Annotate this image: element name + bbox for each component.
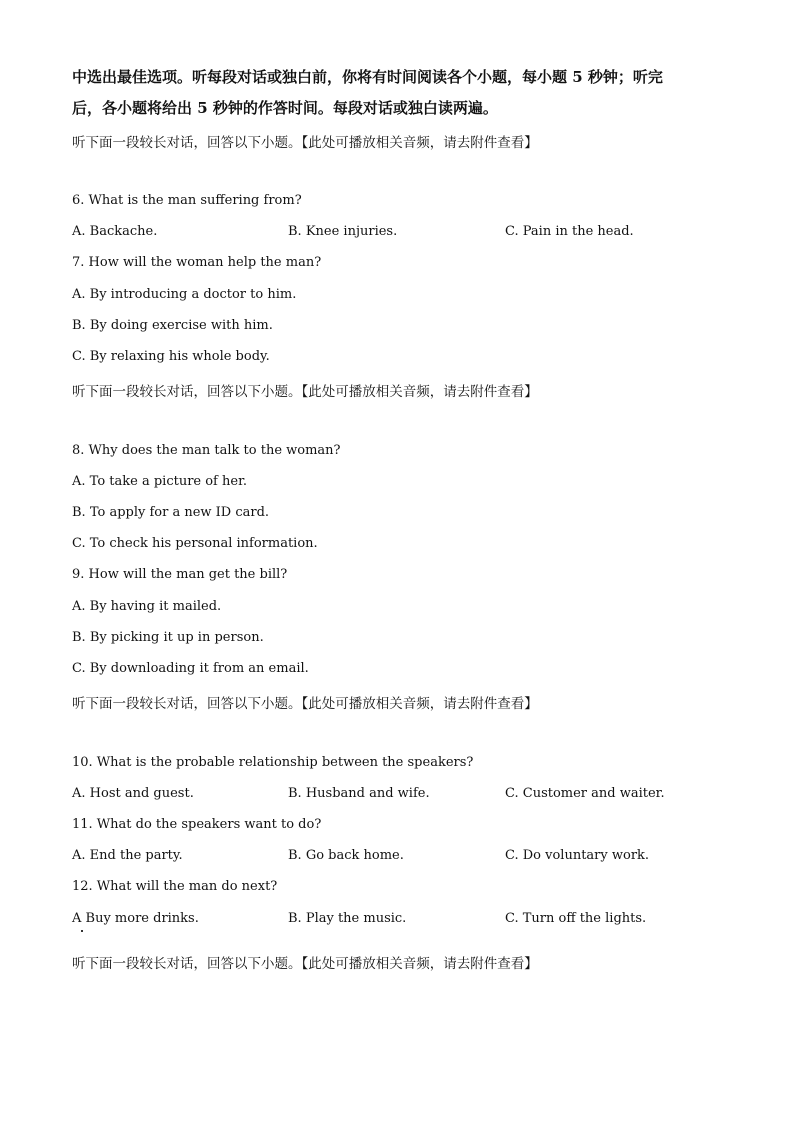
audio-notice: 听下面一段较长对话，回答以下小题。【此处可播放相关音频，请去附件查看】	[72, 696, 538, 712]
q11-option-a: A. End the party.	[72, 848, 183, 863]
q7-option-a: A. By introducing a doctor to him.	[72, 287, 297, 302]
q12-option-c: C. Turn off the lights.	[505, 911, 647, 926]
audio-notice: 听下面一段较长对话，回答以下小题。【此处可播放相关音频，请去附件查看】	[72, 956, 538, 972]
q8-option-c: C. To check his personal information.	[72, 536, 318, 551]
q7-option-b: B. By doing exercise with him.	[72, 318, 273, 333]
q7-option-c: C. By relaxing his whole body.	[72, 349, 270, 364]
q9-option-b: B. By picking it up in person.	[72, 630, 264, 645]
q6-option-b: B. Knee injuries.	[288, 224, 398, 239]
audio-notice: 听下面一段较长对话，回答以下小题。【此处可播放相关音频，请去附件查看】	[72, 384, 538, 400]
question-12: 12. What will the man do next?	[72, 879, 278, 894]
q6-option-a: A. Backache.	[72, 224, 158, 239]
q12-option-a: A Buy more drinks.	[72, 911, 199, 926]
q10-option-c: C. Customer and waiter.	[505, 786, 665, 801]
q10-option-b: B. Husband and wife.	[288, 786, 430, 801]
instructions-line-2: 后，各小题将给出 5 秒钟的作答时间。每段对话或独白读两遍。	[72, 99, 498, 117]
q9-option-a: A. By having it mailed.	[72, 599, 222, 614]
q6-option-c: C. Pain in the head.	[505, 224, 634, 239]
q11-option-c: C. Do voluntary work.	[505, 848, 650, 863]
question-10: 10. What is the probable relationship between the speakers?	[72, 755, 474, 770]
stray-dot	[81, 930, 83, 932]
question-6: 6. What is the man suffering from?	[72, 193, 302, 208]
q8-option-b: B. To apply for a new ID card.	[72, 505, 270, 520]
q10-option-a: A. Host and guest.	[72, 786, 194, 801]
q12-option-b: B. Play the music.	[288, 911, 407, 926]
audio-notice: 听下面一段较长对话，回答以下小题。【此处可播放相关音频，请去附件查看】	[72, 135, 538, 151]
q9-option-c: C. By downloading it from an email.	[72, 661, 309, 676]
q8-option-a: A. To take a picture of her.	[72, 474, 247, 489]
question-8: 8. Why does the man talk to the woman?	[72, 443, 341, 458]
question-11: 11. What do the speakers want to do?	[72, 817, 322, 832]
q11-option-b: B. Go back home.	[288, 848, 404, 863]
question-9: 9. How will the man get the bill?	[72, 567, 288, 582]
question-7: 7. How will the woman help the man?	[72, 255, 322, 270]
section-instructions	[72, 62, 732, 124]
instructions-line-1: 中选出最佳选项。听每段对话或独白前，你将有时间阅读各个小题，每小题 5 秒钟；听完	[72, 68, 663, 86]
